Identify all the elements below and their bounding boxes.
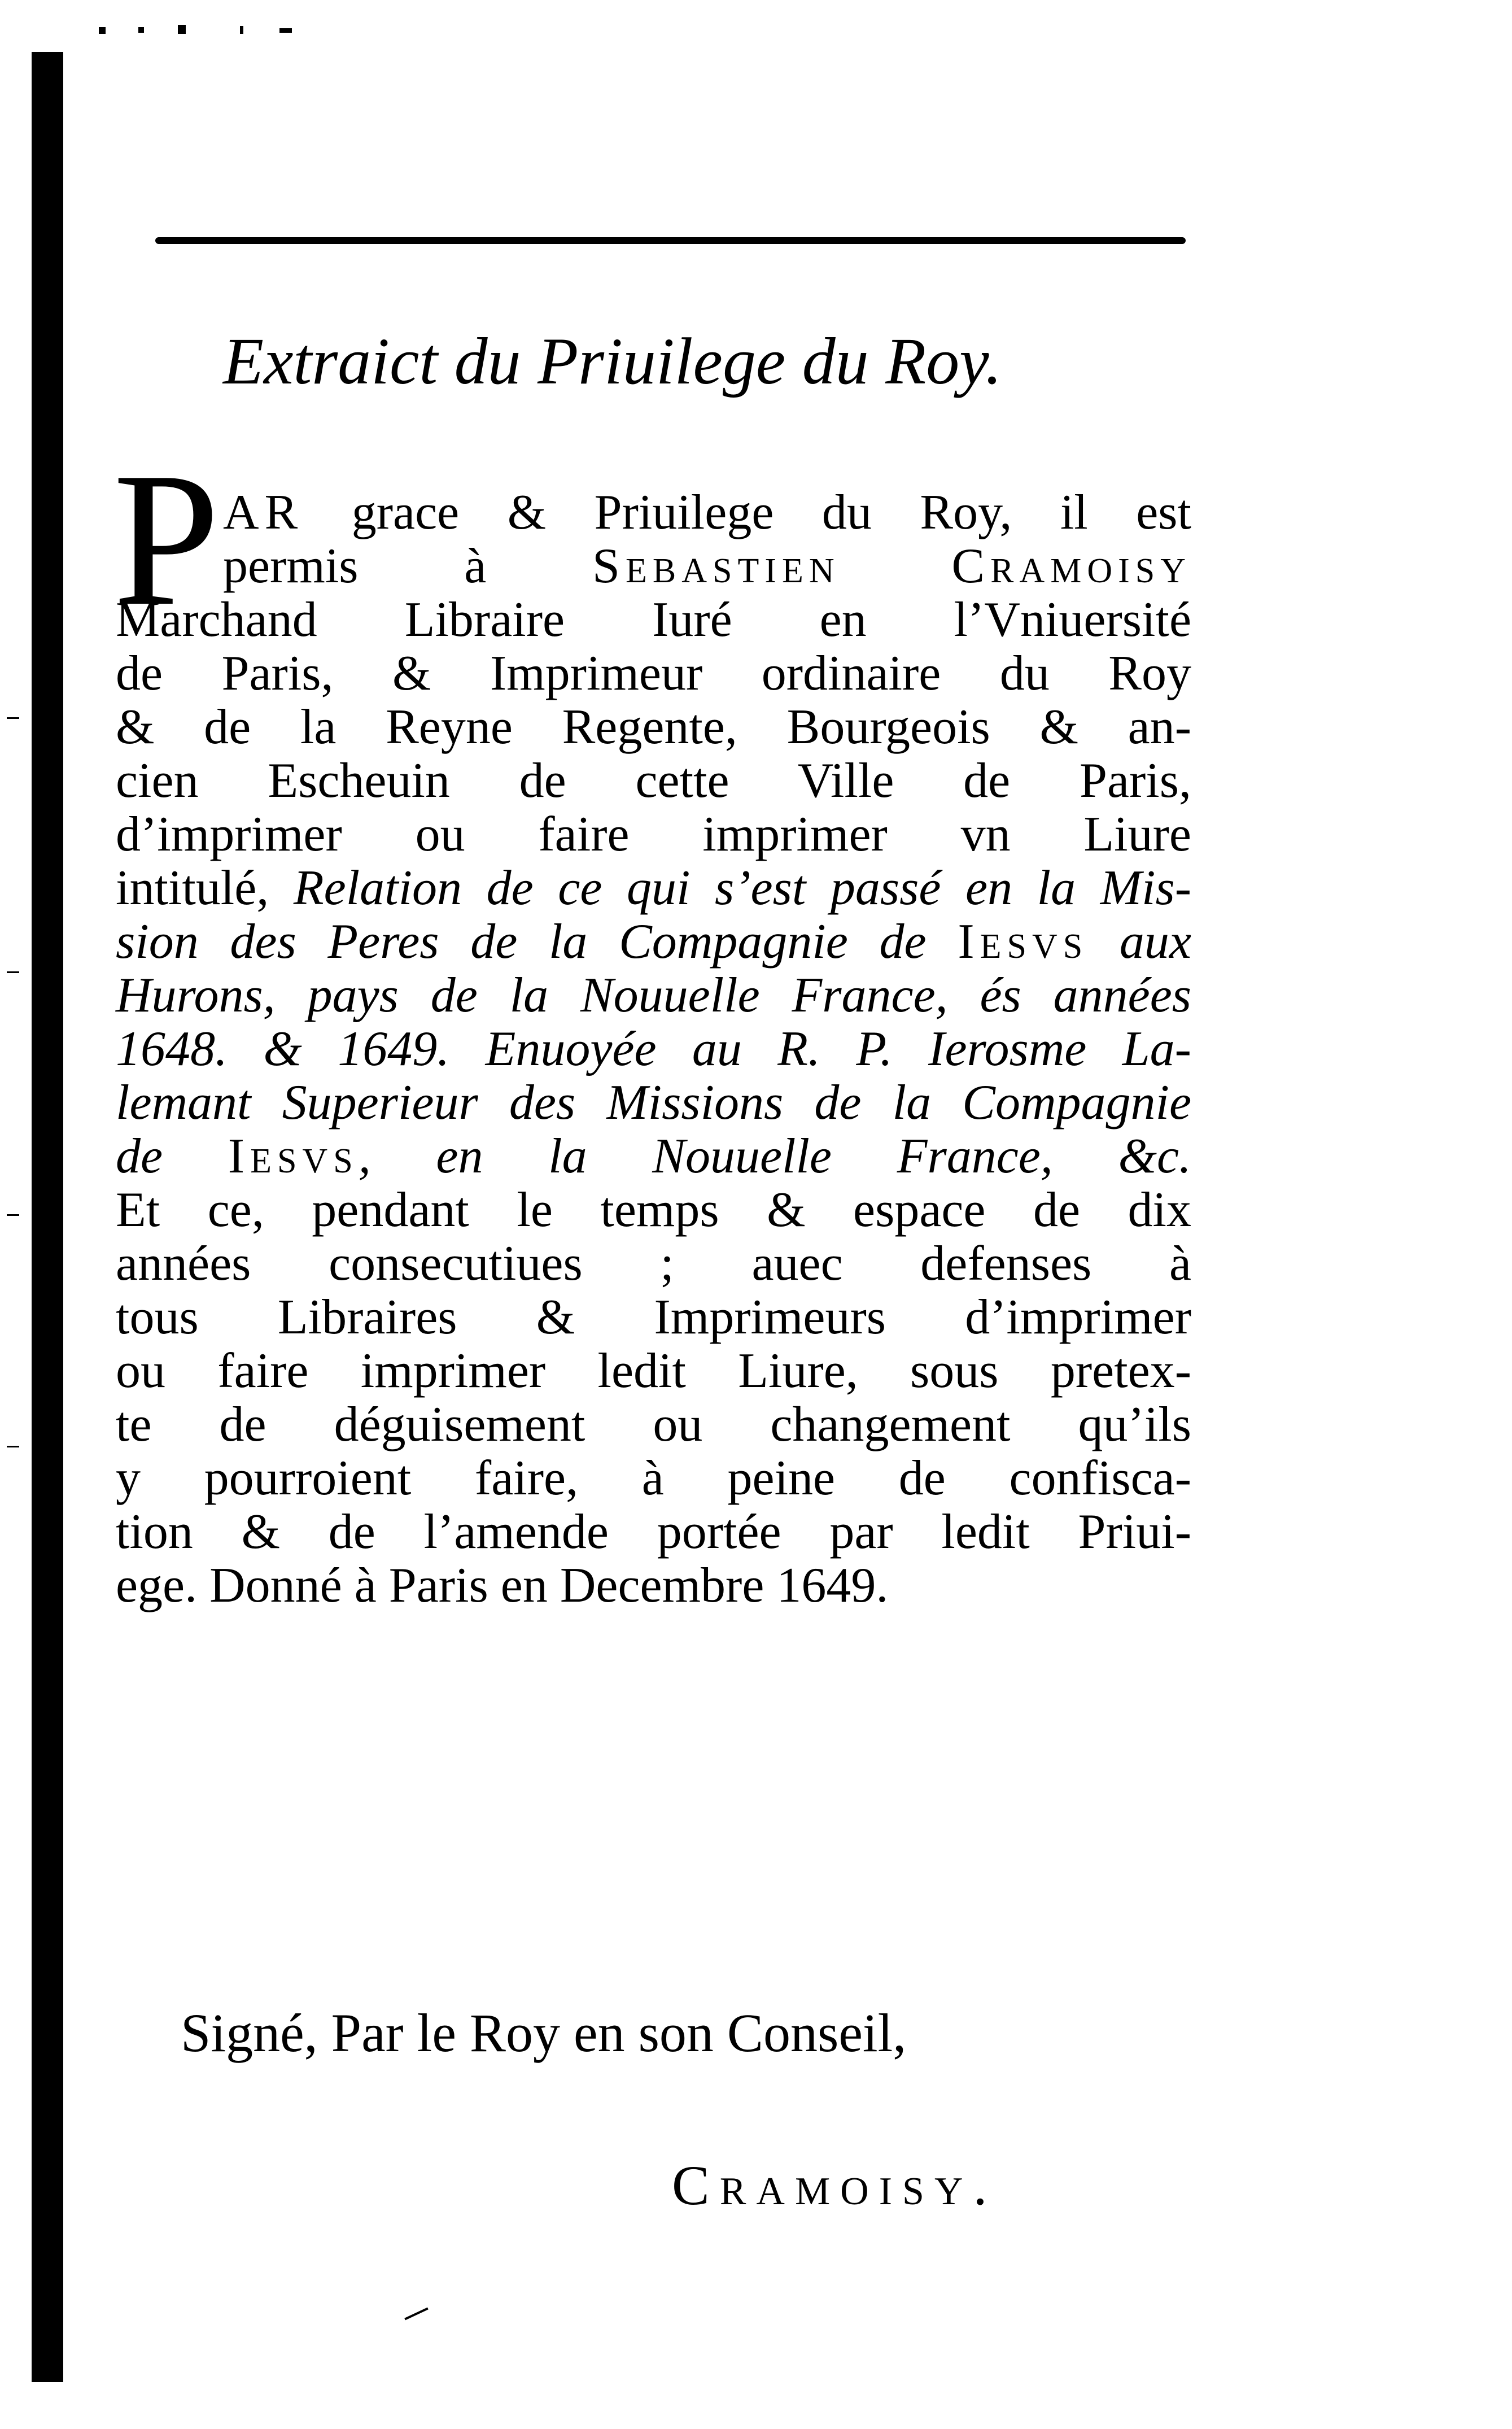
- text-segment: cien Escheuin de cette Ville de Paris,: [116, 753, 1191, 808]
- edge-mark: [7, 717, 19, 719]
- text-segment: Relation de ce qui s’est passé en la Mis-: [293, 861, 1191, 915]
- text-segment: permis à: [223, 539, 593, 594]
- text-line: [116, 1183, 1191, 1237]
- text-segment: ege. Donné à Paris en Decembre 1649.: [116, 1558, 889, 1613]
- edge-mark: [7, 1446, 19, 1447]
- text-segment: aux: [1088, 914, 1191, 969]
- edge-mark: [7, 1214, 19, 1216]
- text-segment: sion des Peres de la Compagnie de: [116, 914, 958, 969]
- text-segment: lemant Superieur des Missions de la Compagnie: [116, 1075, 1191, 1130]
- text-line: [116, 1237, 1191, 1290]
- text-segment: ou faire imprimer ledit Liure, sous pretex-: [116, 1344, 1191, 1398]
- text-line: [116, 1559, 1191, 1612]
- signed-line: Signé, Par le Roy en son Conseil,: [181, 2003, 907, 2063]
- text-segment: AR: [223, 485, 304, 540]
- text-segment: Sebastien Cramoisy: [592, 539, 1191, 594]
- text-line: [116, 808, 1191, 861]
- scan-specks: [99, 21, 302, 35]
- text-line: [116, 1130, 1191, 1183]
- text-segment: Iesvs: [958, 914, 1089, 969]
- text-segment: grace & Priuilege du Roy, il est: [303, 485, 1191, 540]
- text-line: [116, 1451, 1191, 1505]
- drop-cap: P: [113, 433, 220, 646]
- text-segment: te de déguisement ou changement qu’ils: [116, 1397, 1191, 1452]
- text-segment: 1648. & 1649. Enuoyée au R. P. Ierosme La-: [116, 1022, 1191, 1076]
- page-title: Extraict du Priuilege du Roy.: [223, 324, 1002, 398]
- text-line: [116, 1398, 1191, 1451]
- text-segment: tous Libraires & Imprimeurs d’imprimer: [116, 1290, 1191, 1345]
- text-segment: de: [116, 1129, 228, 1184]
- text-line: [116, 1076, 1191, 1130]
- text-segment: années consecutiues ; auec defenses à: [116, 1236, 1191, 1291]
- text-line: [116, 1022, 1191, 1076]
- text-segment: , en la Nouuelle France, &c.: [358, 1129, 1192, 1184]
- text-segment: d’imprimer ou faire imprimer vn Liure: [116, 807, 1191, 862]
- text-line: [116, 861, 1191, 915]
- text-line: [116, 647, 1191, 700]
- text-line: [116, 593, 1191, 647]
- binding-gutter: [32, 52, 63, 2382]
- printer-signature: Cramoisy.: [672, 2154, 998, 2217]
- text-line: [116, 1290, 1191, 1344]
- text-line: [116, 754, 1191, 808]
- text-line: [116, 1505, 1191, 1559]
- text-segment: tion & de l’amende portée par ledit Priui-: [116, 1505, 1191, 1559]
- header-rule: [155, 237, 1186, 244]
- text-line: [116, 700, 1191, 754]
- stray-mark: [404, 2308, 428, 2321]
- text-segment: Marchand Libraire Iuré en l’Vniuersité: [116, 592, 1191, 647]
- text-segment: y pourroient faire, à peine de confisca-: [116, 1451, 1191, 1506]
- text-line: [116, 1344, 1191, 1398]
- text-line: [116, 969, 1191, 1022]
- text-line: [116, 486, 1191, 539]
- text-line: [116, 539, 1191, 593]
- text-segment: Et ce, pendant le temps & espace de dix: [116, 1183, 1191, 1237]
- privilege-text: [116, 486, 1191, 1612]
- text-segment: de Paris, & Imprimeur ordinaire du Roy: [116, 646, 1191, 701]
- text-segment: intitulé,: [116, 861, 294, 915]
- edge-mark: [7, 971, 19, 973]
- text-segment: & de la Reyne Regente, Bourgeois & an-: [116, 700, 1191, 755]
- text-segment: Hurons, pays de la Nouuelle France, és années: [116, 968, 1191, 1023]
- text-segment: Iesvs: [228, 1129, 359, 1184]
- text-line: [116, 915, 1191, 969]
